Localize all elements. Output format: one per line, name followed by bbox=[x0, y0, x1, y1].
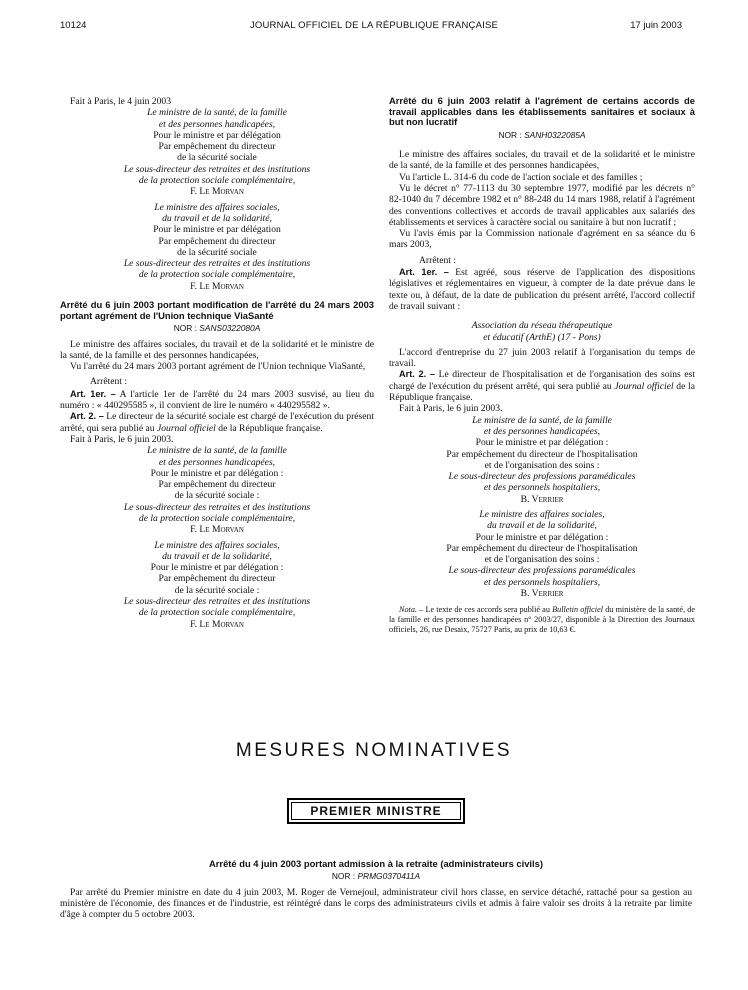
signature-line: Par empêchement du directeur bbox=[158, 235, 276, 247]
signature-line: Par empêchement du directeur bbox=[158, 573, 276, 585]
preamble-paragraph: Vu l'article L. 314-6 du code de l'action sociale et des familles ; bbox=[399, 171, 643, 183]
signature-line: Le ministre de la santé, de la famille bbox=[147, 445, 287, 457]
preamble-paragraph: Le ministre des affaires sociales, du travail et de la solidarité et le ministre de la santé, de la famille et des personnes handicapées, bbox=[389, 149, 695, 172]
signature-line: Le sous-directeur des professions paramédicales bbox=[448, 565, 636, 577]
signature-block bbox=[60, 107, 374, 292]
signature-line: de la protection sociale complémentaire, bbox=[138, 269, 296, 281]
nor-code: PRMG0370411A bbox=[357, 871, 421, 882]
article-text: Est agréé, sous réserve de l'application des dispositions législatives et réglementaires en vigueur, à compter de la date prévue dans le texte ou, à défaut, de la date de publication du présent arrêté, l'accord collectif de travail suivant : bbox=[389, 267, 695, 312]
signature-line: Le ministre des affaires sociales, bbox=[154, 201, 280, 213]
page-number: 10124 bbox=[60, 20, 87, 31]
signature-line: et des personnels hospitaliers, bbox=[483, 482, 601, 494]
article-1 bbox=[389, 267, 695, 312]
nor-code: SANS0322080A bbox=[199, 323, 261, 334]
signature-line: et des personnes handicapées, bbox=[483, 425, 601, 437]
signatory-name: F. Le Morvan bbox=[190, 186, 244, 198]
preamble-paragraph: Le ministre des affaires sociales, du travail et de la solidarité et le ministre de la santé, de la famille et des personnes handicapées, bbox=[60, 338, 374, 361]
article-2 bbox=[60, 411, 374, 434]
signature-line: Le sous-directeur des retraites et des institutions bbox=[123, 163, 311, 175]
signatory-name: B. Verrier bbox=[520, 588, 564, 600]
signature-block bbox=[60, 445, 374, 630]
article-2 bbox=[389, 369, 695, 403]
article-text: A l'article 1er de l'arrêté du 24 mars 2003 susvisé, au lieu du numéro : « 440295585 », il convient de lire le numéro « 440295582 ». bbox=[60, 388, 374, 412]
signature-line: Le ministre de la santé, de la famille bbox=[472, 414, 612, 426]
signature-line: Par empêchement du directeur bbox=[158, 479, 276, 491]
article-label: Art. 2. – bbox=[70, 411, 104, 422]
signature-line: de la protection sociale complémentaire, bbox=[138, 607, 296, 619]
nor-code: SANH0322085A bbox=[524, 129, 586, 140]
nor-reference bbox=[389, 130, 695, 141]
signature-line: Pour le ministre et par délégation : bbox=[475, 531, 609, 543]
article-label: Art. 1er. – bbox=[70, 388, 116, 399]
nor-reference bbox=[60, 323, 374, 334]
signature-line: du travail et de la solidarité, bbox=[487, 520, 597, 532]
signature-line: Pour le ministre et par délégation : bbox=[150, 467, 284, 479]
signature-line: de la protection sociale complémentaire, bbox=[138, 512, 296, 524]
arrete-title: Arrêté du 6 juin 2003 relatif à l'agrément de certains accords de travail applicables dans les établissements sanitaires et sociaux à but non lucratif bbox=[389, 95, 695, 128]
signature-line: de la sécurité sociale : bbox=[174, 584, 260, 596]
journal-officiel-ref: Journal officiel bbox=[614, 380, 674, 392]
signature-line: Par empêchement du directeur de l'hospitalisation bbox=[446, 542, 638, 554]
bottom-arrete bbox=[60, 858, 692, 920]
bulletin-officiel-ref: Bulletin officiel bbox=[552, 605, 603, 615]
fait-a-paris: Fait à Paris, le 4 juin 2003 bbox=[70, 96, 171, 107]
article-label: Art. 1er. – bbox=[399, 267, 449, 278]
signature-line: du travail et de la solidarité, bbox=[162, 212, 272, 224]
article-text: Le directeur de la sécurité sociale est chargé de l'exécution du présent arrêté, qui sera publié au bbox=[60, 411, 374, 434]
signature-line: Par empêchement du directeur bbox=[158, 141, 276, 153]
article-text: Le directeur de l'hospitalisation et de l'organisation des soins est chargé de l'exécution du présent arrêté, qui sera publié au bbox=[389, 369, 695, 392]
signature-line: Le ministre des affaires sociales, bbox=[479, 508, 605, 520]
article-1 bbox=[60, 389, 374, 412]
signature-line: de la protection sociale complémentaire, bbox=[138, 175, 296, 187]
section-heading: MESURES NOMINATIVES bbox=[235, 740, 513, 761]
ministry-box: PREMIER MINISTRE bbox=[287, 798, 465, 824]
signature-line: et de l'organisation des soins : bbox=[484, 459, 600, 471]
signature-line: de la sécurité sociale bbox=[177, 246, 257, 258]
signature-line: Pour le ministre et par délégation : bbox=[475, 437, 609, 449]
signature-line: et des personnes handicapées, bbox=[158, 118, 276, 130]
fait-a-paris: Fait à Paris, le 6 juin 2003. bbox=[399, 403, 503, 415]
fait-a-paris: Fait à Paris, le 6 juin 2003. bbox=[70, 433, 174, 445]
signature-line: Le ministre de la santé, de la famille bbox=[147, 107, 287, 119]
signature-line: de la sécurité sociale bbox=[177, 152, 257, 164]
signature-line: Le ministre des affaires sociales, bbox=[154, 539, 280, 551]
arretent-heading: Arrêtent : bbox=[90, 376, 128, 388]
signature-line: Par empêchement du directeur de l'hospitalisation bbox=[446, 448, 638, 460]
signatory-name: F. Le Morvan bbox=[190, 524, 244, 536]
signature-line: de la sécurité sociale : bbox=[174, 490, 260, 502]
association-name: Association du réseau thérapeutique bbox=[471, 320, 613, 332]
signature-line: Le sous-directeur des professions paramédicales bbox=[448, 471, 636, 483]
preamble-paragraph: Vu l'avis émis par la Commission nationale d'agrément en sa séance du 6 mars 2003, bbox=[389, 228, 695, 251]
signature-line: Pour le ministre et par délégation bbox=[153, 129, 281, 141]
signature-line: Le sous-directeur des retraites et des institutions bbox=[123, 596, 311, 608]
arrete-title: Arrêté du 6 juin 2003 portant modification de l'arrêté du 24 mars 2003 portant agrément de l'Union technique ViaSanté bbox=[60, 299, 374, 321]
signature-block bbox=[389, 415, 695, 600]
left-column bbox=[60, 96, 374, 630]
accord-paragraph: L'accord d'entreprise du 27 juin 2003 relatif à l'organisation du temps de travail. bbox=[389, 346, 695, 370]
signatory-name: B. Verrier bbox=[520, 493, 564, 505]
nota-label: Nota. – bbox=[399, 605, 424, 615]
arretent-heading: Arrêtent : bbox=[419, 254, 457, 266]
nor-label: NOR : bbox=[498, 129, 522, 140]
article-label: Art. 2. – bbox=[399, 369, 436, 380]
signature-line: et des personnels hospitaliers, bbox=[483, 576, 601, 588]
arrete-title: Arrêté du 4 juin 2003 portant admission à la retraite (administrateurs civils) bbox=[209, 858, 543, 869]
nor-reference bbox=[60, 871, 692, 882]
journal-officiel-ref: Journal officiel bbox=[156, 422, 216, 434]
article-text: de la République française. bbox=[389, 380, 695, 404]
arrete-body: Par arrêté du Premier ministre en date du 4 juin 2003, M. Roger de Vernejoul, administrateur civil hors classe, en service détaché, rattaché pour sa gestion au ministère de l'économie, des finances et de l'industrie, est réintégré dans le corps des administrateurs civils et admis à faire valoir ses droits à la retraite par limite d'âge à compter du 5 octobre 2003. bbox=[60, 886, 692, 921]
signature-line: et des personnes handicapées, bbox=[158, 456, 276, 468]
preamble-paragraph: Vu le décret n° 77-1113 du 30 septembre 1977, modifié par les décrets n° 82-1040 du 7 décembre 1982 et n° 88-248 du 14 mars 1988, relatif à l'agrément des conventions collectives et accords de travail applicables aux salariés des établissements et services à caractère social ou sanitaire à but non lucratif ; bbox=[389, 182, 695, 228]
page-header bbox=[0, 20, 748, 36]
signatory-name: F. Le Morvan bbox=[190, 618, 244, 630]
journal-title: JOURNAL OFFICIEL DE LA RÉPUBLIQUE FRANÇAISE bbox=[249, 20, 499, 31]
nota-text: du ministère de la santé, de la famille et des personnes handicapées n° 2003/27, disponible à la Direction des Journaux officiels, 26, rue Desaix, 75727 Paris, au prix de 10,63 €. bbox=[389, 605, 696, 634]
signature-line: Pour le ministre et par délégation : bbox=[150, 562, 284, 574]
preamble-paragraph: Vu l'arrêté du 24 mars 2003 portant agrément de l'Union technique ViaSanté, bbox=[70, 361, 366, 373]
signature-line: Le sous-directeur des retraites et des institutions bbox=[123, 501, 311, 513]
signature-line: du travail et de la solidarité, bbox=[162, 550, 272, 562]
article-text: de la République française. bbox=[218, 422, 323, 434]
signature-line: et de l'organisation des soins : bbox=[484, 554, 600, 566]
issue-date: 17 juin 2003 bbox=[630, 20, 682, 31]
nor-label: NOR : bbox=[331, 871, 356, 882]
association-name: et éducatif (ArthE) (17 - Pons) bbox=[483, 331, 601, 343]
signatory-name: F. Le Morvan bbox=[190, 280, 244, 292]
signature-line: Le sous-directeur des retraites et des institutions bbox=[123, 258, 311, 270]
signature-line: Pour le ministre et par délégation bbox=[153, 224, 281, 236]
nor-label: NOR : bbox=[173, 323, 197, 334]
nota-paragraph bbox=[389, 605, 695, 634]
nota-text: Le texte de ces accords sera publié au bbox=[425, 605, 550, 615]
right-column bbox=[389, 96, 695, 634]
